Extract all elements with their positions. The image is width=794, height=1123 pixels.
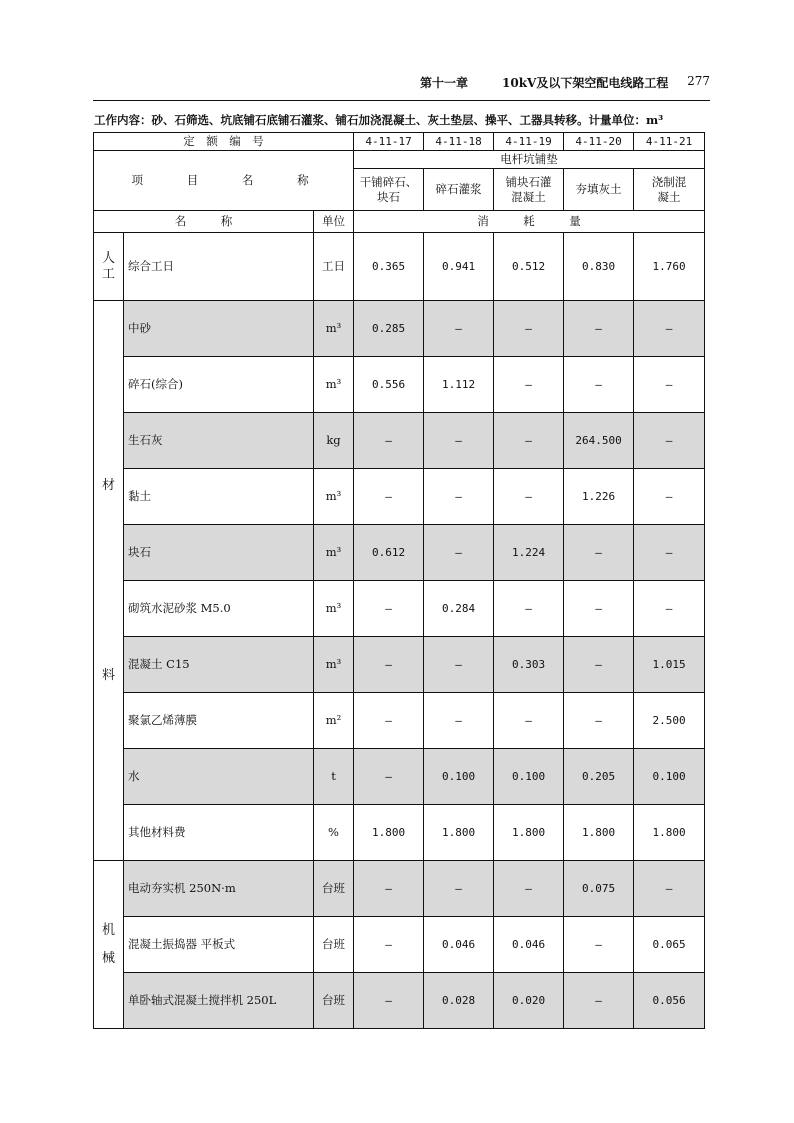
- column-header-row: [94, 211, 705, 233]
- value-cell: —: [564, 525, 634, 581]
- value-cell: —: [634, 301, 705, 357]
- value-cell: —: [424, 693, 494, 749]
- value-cell: 1.800: [354, 805, 424, 861]
- value-cell: —: [634, 357, 705, 413]
- code-cell: 4-11-17: [354, 133, 424, 151]
- row-unit: m³: [314, 357, 354, 413]
- value-cell: 0.303: [494, 637, 564, 693]
- value-cell: 1.800: [564, 805, 634, 861]
- value-cell: —: [634, 469, 705, 525]
- row-name: 黏土: [124, 469, 314, 525]
- consumption-label: 消 耗 量: [354, 211, 705, 233]
- value-cell: 0.512: [494, 233, 564, 301]
- value-cell: 0.028: [424, 973, 494, 1029]
- value-cell: —: [634, 525, 705, 581]
- value-cell: 1.760: [634, 233, 705, 301]
- value-cell: 0.365: [354, 233, 424, 301]
- quota-table: [93, 132, 705, 1029]
- value-cell: 264.500: [564, 413, 634, 469]
- row-name: 块石: [124, 525, 314, 581]
- value-cell: 1.015: [634, 637, 705, 693]
- code-cell: 4-11-20: [564, 133, 634, 151]
- value-cell: 0.285: [354, 301, 424, 357]
- value-cell: —: [354, 413, 424, 469]
- value-cell: —: [424, 301, 494, 357]
- value-cell: —: [634, 413, 705, 469]
- value-cell: —: [354, 693, 424, 749]
- value-cell: —: [354, 749, 424, 805]
- value-cell: 0.205: [564, 749, 634, 805]
- value-cell: 0.056: [634, 973, 705, 1029]
- table-row: [94, 301, 705, 357]
- value-cell: —: [494, 357, 564, 413]
- table-row: [94, 637, 705, 693]
- value-cell: 1.800: [494, 805, 564, 861]
- table-row: [94, 469, 705, 525]
- value-cell: 0.020: [494, 973, 564, 1029]
- row-unit: m³: [314, 469, 354, 525]
- row-unit: 台班: [314, 973, 354, 1029]
- chapter-label: 第十一章: [420, 76, 469, 90]
- item-name: 碎石灌浆: [424, 169, 494, 211]
- row-unit: 工日: [314, 233, 354, 301]
- row-name: 碎石(综合): [124, 357, 314, 413]
- item-label: 项 目 名 称: [94, 151, 354, 211]
- category-cell: 人工: [94, 233, 124, 301]
- row-unit: 台班: [314, 861, 354, 917]
- unit-label: 单位: [314, 211, 354, 233]
- value-cell: 0.046: [424, 917, 494, 973]
- row-name: 其他材料费: [124, 805, 314, 861]
- value-cell: —: [564, 301, 634, 357]
- code-cell: 4-11-18: [424, 133, 494, 151]
- item-name: 干铺碎石、块石: [354, 169, 424, 211]
- code-cell: 4-11-21: [634, 133, 705, 151]
- row-unit: kg: [314, 413, 354, 469]
- page-number: 277: [687, 74, 710, 88]
- row-name: 单卧轴式混凝土搅拌机 250L: [124, 973, 314, 1029]
- value-cell: 1.800: [424, 805, 494, 861]
- value-cell: —: [564, 693, 634, 749]
- category-cell: 机械: [94, 861, 124, 1029]
- group-row: [94, 151, 705, 169]
- value-cell: 0.100: [424, 749, 494, 805]
- value-cell: —: [354, 861, 424, 917]
- code-cell: 4-11-19: [494, 133, 564, 151]
- row-name: 水: [124, 749, 314, 805]
- value-cell: —: [564, 637, 634, 693]
- table-row: [94, 581, 705, 637]
- value-cell: —: [494, 413, 564, 469]
- value-cell: 1.224: [494, 525, 564, 581]
- row-unit: %: [314, 805, 354, 861]
- table-row: [94, 693, 705, 749]
- value-cell: 0.100: [634, 749, 705, 805]
- name-label: 名 称: [94, 211, 314, 233]
- row-name: 砌筑水泥砂浆 M5.0: [124, 581, 314, 637]
- value-cell: —: [494, 581, 564, 637]
- value-cell: 1.800: [634, 805, 705, 861]
- row-name: 中砂: [124, 301, 314, 357]
- value-cell: —: [564, 357, 634, 413]
- table-row: [94, 973, 705, 1029]
- code-row: [94, 133, 705, 151]
- table-row: [94, 861, 705, 917]
- value-cell: —: [494, 693, 564, 749]
- value-cell: 0.284: [424, 581, 494, 637]
- value-cell: —: [634, 861, 705, 917]
- row-name: 混凝土振捣器 平板式: [124, 917, 314, 973]
- value-cell: 0.065: [634, 917, 705, 973]
- row-unit: m³: [314, 525, 354, 581]
- row-unit: m³: [314, 301, 354, 357]
- header-rule: [93, 100, 710, 101]
- value-cell: —: [634, 581, 705, 637]
- value-cell: —: [494, 861, 564, 917]
- row-name: 混凝土 C15: [124, 637, 314, 693]
- table-row: [94, 749, 705, 805]
- item-name: 铺块石灌混凝土: [494, 169, 564, 211]
- value-cell: —: [424, 861, 494, 917]
- value-cell: 0.100: [494, 749, 564, 805]
- work-content-intro: 工作内容：砂、石筛选、坑底铺石底铺石灌浆、铺石加浇混凝土、灰土垫层、操平、工器具转移。计量单位：m³: [94, 113, 664, 127]
- value-cell: —: [424, 525, 494, 581]
- row-name: 生石灰: [124, 413, 314, 469]
- value-cell: 1.112: [424, 357, 494, 413]
- value-cell: 0.075: [564, 861, 634, 917]
- group-title: 电杆坑铺垫: [354, 151, 705, 169]
- table-row: [94, 413, 705, 469]
- value-cell: —: [494, 469, 564, 525]
- row-unit: m³: [314, 637, 354, 693]
- value-cell: —: [564, 917, 634, 973]
- row-name: 聚氯乙烯薄膜: [124, 693, 314, 749]
- value-cell: —: [354, 581, 424, 637]
- row-unit: m²: [314, 693, 354, 749]
- table-row: [94, 917, 705, 973]
- code-label: 定 额 编 号: [94, 133, 354, 151]
- table-row: [94, 525, 705, 581]
- row-name: 电动夯实机 250N·m: [124, 861, 314, 917]
- table-row: [94, 357, 705, 413]
- item-name: 夯填灰土: [564, 169, 634, 211]
- value-cell: 0.556: [354, 357, 424, 413]
- table-row: [94, 805, 705, 861]
- category-cell: 材料: [94, 301, 124, 861]
- value-cell: 0.941: [424, 233, 494, 301]
- chapter-title: 10kV及以下架空配电线路工程: [502, 76, 669, 90]
- value-cell: —: [354, 469, 424, 525]
- value-cell: 0.830: [564, 233, 634, 301]
- value-cell: —: [494, 301, 564, 357]
- value-cell: 1.226: [564, 469, 634, 525]
- value-cell: —: [564, 581, 634, 637]
- value-cell: —: [424, 413, 494, 469]
- value-cell: —: [424, 469, 494, 525]
- value-cell: —: [354, 637, 424, 693]
- row-unit: 台班: [314, 917, 354, 973]
- value-cell: —: [354, 917, 424, 973]
- value-cell: 2.500: [634, 693, 705, 749]
- value-cell: —: [354, 973, 424, 1029]
- row-name: 综合工日: [124, 233, 314, 301]
- value-cell: —: [424, 637, 494, 693]
- row-unit: m³: [314, 581, 354, 637]
- item-name: 浇制混凝土: [634, 169, 705, 211]
- value-cell: —: [564, 973, 634, 1029]
- table-row: [94, 233, 705, 301]
- value-cell: 0.046: [494, 917, 564, 973]
- value-cell: 0.612: [354, 525, 424, 581]
- row-unit: t: [314, 749, 354, 805]
